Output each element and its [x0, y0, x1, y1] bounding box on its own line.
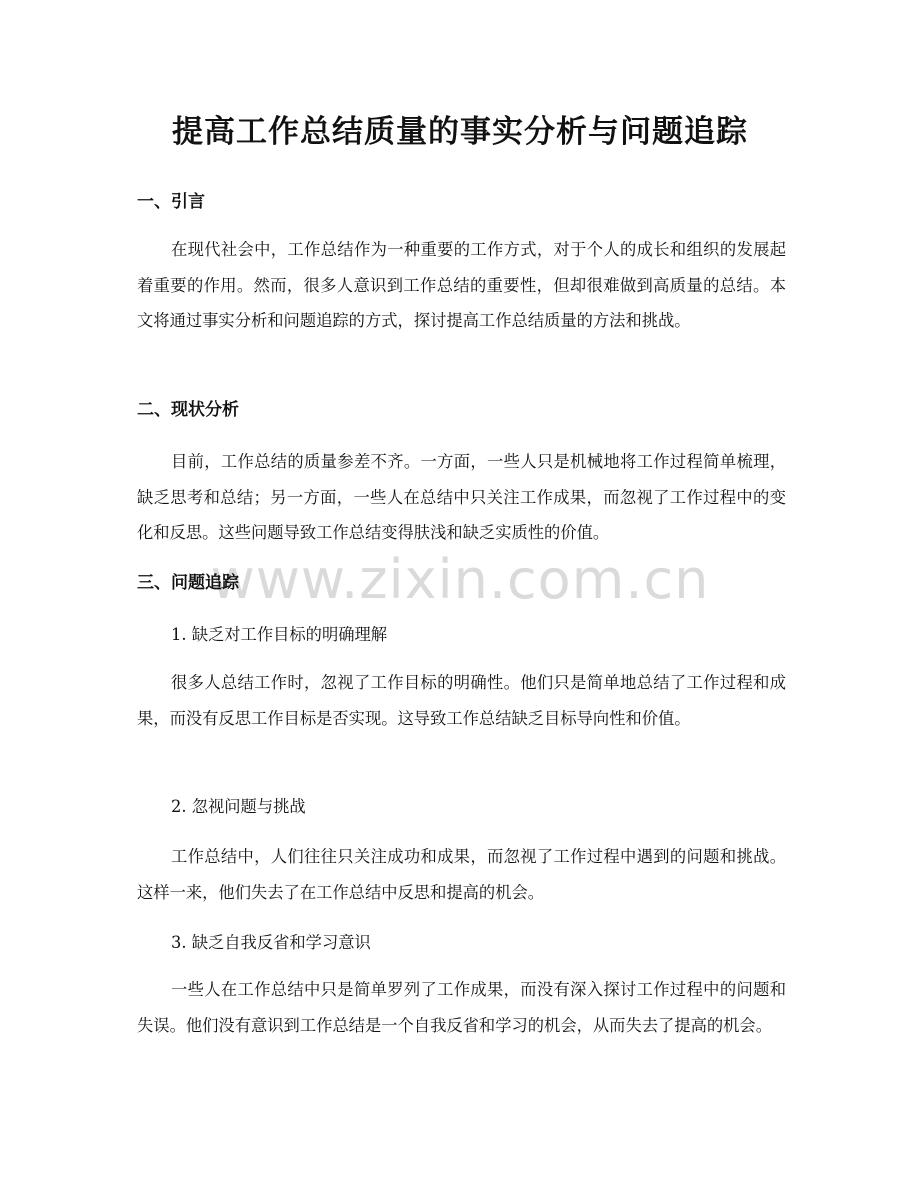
- subheading-1: 1. 缺乏对工作目标的明确理解: [171, 625, 388, 644]
- subheading-2: 2. 忽视问题与挑战: [171, 797, 306, 816]
- paragraph-1: 很多人总结工作时，忽视了工作目标的明确性。他们只是简单地总结了工作过程和成果，而没有反思工作目标是否实现。这导致工作总结缺乏目标导向性和价值。: [137, 673, 786, 728]
- section-heading-intro: 一、引言: [137, 192, 205, 212]
- section-paragraph-status: 目前，工作总结的质量参差不齐。一方面，一些人只是机械地将工作过程简单梳理，缺乏思考和总结；另一方面，一些人在总结中只关注工作成果，而忽视了工作过程中的变化和反思。这些问题导致工作总结变得肤浅和缺乏实质性的价值。: [137, 452, 786, 542]
- page-title: 提高工作总结质量的事实分析与问题追踪: [172, 114, 748, 150]
- watermark-text: www.zixin.com.cn: [210, 548, 710, 611]
- subheading-3: 3. 缺乏自我反省和学习意识: [171, 933, 371, 952]
- section-heading-tracking: 三、问题追踪: [137, 573, 239, 593]
- section-heading-status: 二、现状分析: [137, 400, 239, 420]
- section-paragraph-intro: 在现代社会中，工作总结作为一种重要的工作方式，对于个人的成长和组织的发展起着重要的作用。然而，很多人意识到工作总结的重要性，但却很难做到高质量的总结。本文将通过事实分析和问题追踪的方式，探讨提高工作总结质量的方法和挑战。: [137, 240, 786, 330]
- paragraph-3: 一些人在工作总结中只是简单罗列了工作成果，而没有深入探讨工作过程中的问题和失误。他们没有意识到工作总结是一个自我反省和学习的机会，从而失去了提高的机会。: [137, 980, 786, 1035]
- paragraph-2: 工作总结中，人们往往只关注成功和成果，而忽视了工作过程中遇到的问题和挑战。这样一来，他们失去了在工作总结中反思和提高的机会。: [137, 847, 786, 902]
